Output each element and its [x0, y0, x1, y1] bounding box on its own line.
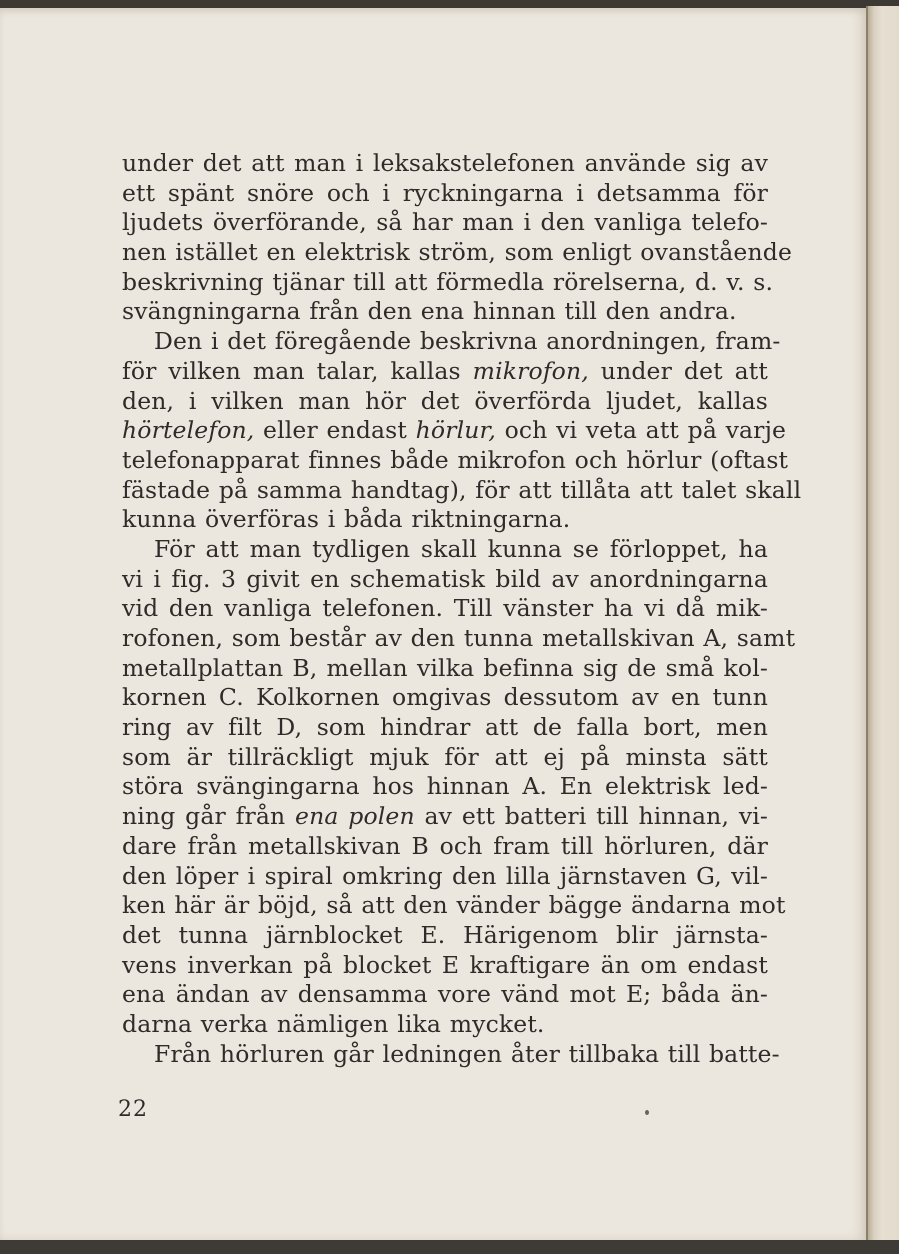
text-line — [122, 475, 802, 506]
text-segment: kunna överföras i båda riktningarna. — [122, 505, 571, 534]
text-line — [122, 357, 768, 387]
text-segment: som är tillräckligt mjuk för att ej på minsta sätt — [122, 742, 768, 771]
body-text — [122, 149, 802, 1069]
text-line — [122, 802, 768, 832]
text-line — [122, 179, 768, 209]
text-line — [122, 505, 768, 535]
text-line — [122, 149, 768, 179]
text-line — [122, 683, 768, 713]
text-line — [122, 565, 768, 595]
text-segment: vens inverkan på blocket E kraftigare än om endast — [122, 950, 768, 979]
text-segment: rofonen, som består av den tunna metallskivan A, samt — [122, 624, 796, 652]
text-line — [122, 297, 768, 327]
book-page — [0, 8, 866, 1240]
text-segment: kornen C. Kolkornen omgivas dessutom av en tunn — [122, 683, 768, 712]
text-segment: ning går från — [122, 802, 296, 831]
scan-bottom-edge — [0, 1240, 899, 1254]
text-segment: eller endast — [254, 416, 416, 445]
text-segment: ken här är böjd, så att den vänder bägge ändarna mot — [122, 891, 786, 920]
text-segment: ena ändan av densamma vore vänd mot E; båda än- — [122, 980, 768, 1009]
text-segment: vi i fig. 3 givit en schematisk bild av anordningarna — [122, 564, 768, 593]
text-line — [122, 891, 786, 921]
text-line — [122, 921, 768, 951]
text-segment: Från hörluren går ledningen åter tillbaka till batte- — [154, 1039, 780, 1068]
text-segment: svängningarna från den ena hinnan till den andra. — [122, 297, 737, 326]
text-line — [122, 743, 768, 773]
text-line — [122, 624, 796, 654]
text-segment: För att man tydligen skall kunna se förloppet, ha — [154, 534, 768, 563]
text-segment: fästade på samma handtag), för att tillåta att talet skall — [122, 475, 802, 504]
text-segment: Den i det föregående beskrivna anordningen, fram- — [154, 327, 781, 356]
text-line — [122, 416, 787, 446]
paper-speck — [645, 1110, 649, 1115]
text-line — [122, 772, 768, 802]
text-segment: den löper i spiral omkring den lilla järnstaven G, vil- — [122, 861, 768, 890]
text-segment: störa svängingarna hos hinnan A. En elektrisk led- — [122, 772, 768, 801]
text-line — [122, 535, 768, 565]
text-line — [122, 387, 768, 417]
text-segment: det tunna järnblocket E. Härigenom blir järnsta- — [122, 920, 768, 949]
text-segment: vid den vanliga telefonen. Till vänster ha vi då mik- — [122, 594, 768, 623]
text-segment: nen istället en elektrisk ström, som enligt ovanstående — [122, 238, 793, 267]
text-segment: ring av filt D, som hindrar att de falla bort, men — [122, 713, 768, 742]
text-segment: för vilken man talar, kallas — [122, 356, 473, 385]
text-line — [122, 1039, 780, 1070]
text-line — [122, 713, 768, 743]
text-segment: metallplattan B, mellan vilka befinna sig de små kol- — [122, 653, 768, 682]
italic-term: mikrofon, — [472, 356, 589, 385]
text-line — [122, 445, 789, 476]
text-segment: under det att — [588, 356, 768, 385]
text-segment: beskrivning tjänar till att förmedla rörelserna, d. v. s. — [122, 267, 774, 296]
next-page-edge — [866, 6, 899, 1246]
text-segment: och vi veta att på varje — [495, 416, 787, 445]
text-line — [122, 654, 768, 684]
italic-term: hörtelefon, — [122, 416, 255, 445]
text-line — [122, 951, 768, 981]
text-segment: ett spänt snöre och i ryckningarna i detsamma för — [122, 178, 768, 207]
italic-term: hörlur, — [415, 416, 496, 445]
text-line — [122, 980, 768, 1010]
text-line — [122, 238, 793, 268]
text-segment: darna verka nämligen lika mycket. — [122, 1009, 545, 1038]
text-segment: av ett batteri till hinnan, vi- — [414, 802, 768, 831]
text-segment: under det att man i leksakstelefonen använde sig av — [122, 149, 768, 177]
text-line — [122, 267, 774, 298]
text-segment: ljudets överförande, så har man i den vanliga telefo- — [122, 208, 768, 237]
text-line — [122, 832, 768, 862]
text-line — [122, 1010, 768, 1040]
text-segment: telefonapparat finnes både mikrofon och hörlur (oftast — [122, 445, 789, 474]
text-line — [122, 594, 768, 624]
text-line — [122, 327, 781, 357]
text-line — [122, 208, 768, 238]
text-segment: den, i vilken man hör det överförda ljudet, kallas — [122, 386, 768, 415]
text-segment: dare från metallskivan B och fram till hörluren, där — [122, 831, 768, 860]
text-line — [122, 862, 768, 892]
italic-term: ena polen — [295, 802, 415, 831]
page-number: 22 — [118, 1097, 148, 1122]
